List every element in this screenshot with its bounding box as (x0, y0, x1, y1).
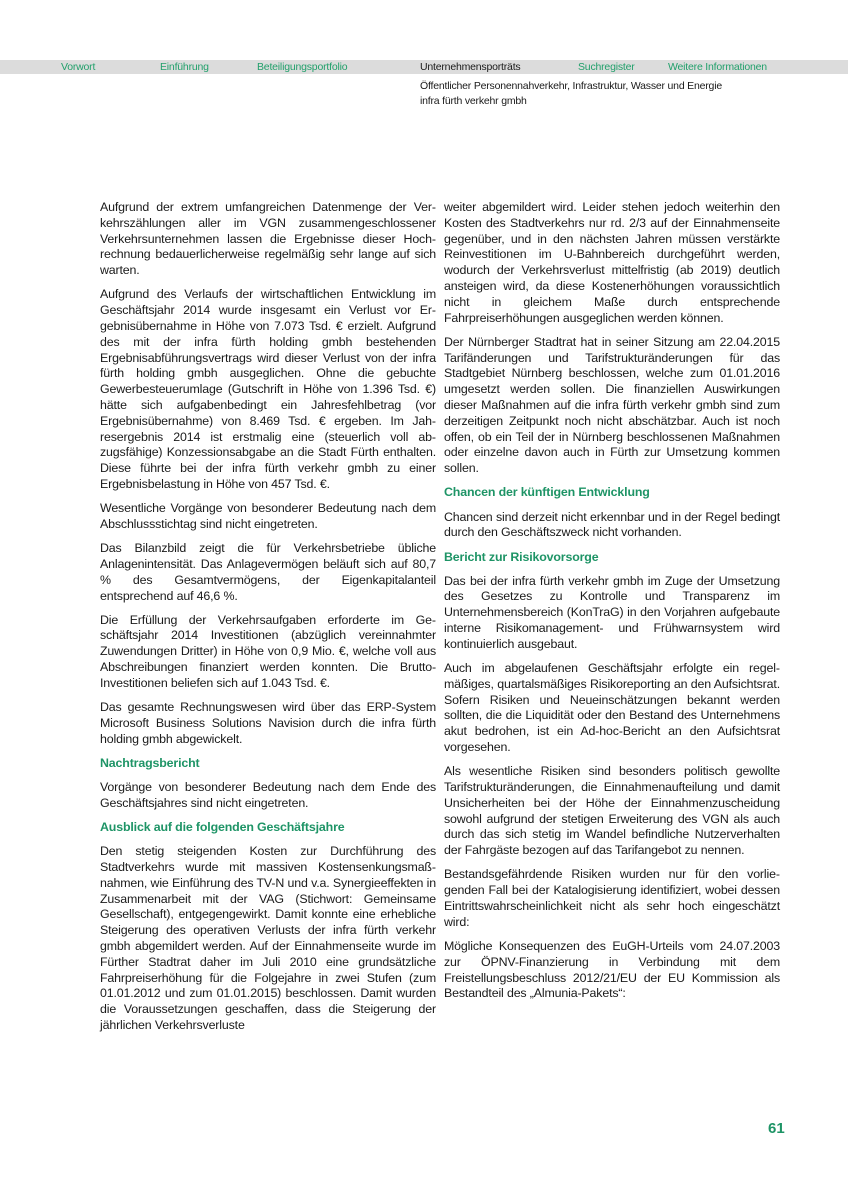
section-heading-risikovorsorge: Bericht zur Risikovorsorge (444, 549, 599, 564)
page-number: 61 (768, 1120, 785, 1137)
left-text-column (100, 200, 436, 1042)
nav-link-weitere-informationen[interactable]: Weitere Informationen (668, 61, 767, 73)
paragraph: Die Erfüllung der Verkehrsaufgaben erforderte im Geschäftsjahr 2014 Investitionen (abzüglich vereinnahmter Zuwendungen Dritter) in Höhe von 0,9 Mio. €, welche voll aus Abschreibungen finanziert werden konnten. Die Brutto-Investitionen beliefen sich auf 1.043 Tsd. €. (100, 612, 436, 690)
paragraph: Den stetig steigenden Kosten zur Durchführung des Stadtverkehrs wurde mit massiven Kostensenkungsmaßnahmen, wie Einführung des TV-N und v.a. Synergieeffekten in Zusammenarbeit mit der VAG (Stichwort: Gemeinsame Gesellschaft), entgegengewirkt. Damit konnte eine erhebliche Steigerung des operativen Verlusts der infra fürth verkehr gmbh abgemildert werden. Auf der Einnahmenseite wurde im Fürther Stadtrat daher im Juli 2010 eine grundsätzliche Fahrpreiserhöhung für die Folgejahre in zwei Stufen (zum 01.01.2012 und zum 01.01.2015) beschlossen. Damit wurden die Voraussetzungen geschaffen, dass die Steigerung der jährlichen Verkehrsverluste (100, 844, 436, 1032)
paragraph: Das bei der infra fürth verkehr gmbh im Zuge der Umsetzung des Gesetzes zu Kontrolle und Transparenz im Unternehmensbereich (KonTraG) in den Vorjahren aufgebaute interne Risikomanagement- und Frühwarnsystem wird kontinuierlich ausgebaut. (444, 573, 780, 651)
breadcrumb-sector: Öffentlicher Personennahverkehr, Infrastruktur, Wasser und Energie (420, 80, 722, 92)
paragraph: Mögliche Konsequenzen des EuGH-Urteils vom 24.07.2003 zur ÖPNV-Finanzierung in Verbindung mit dem Freistellungsbeschluss 2012/21/EU der EU Kommission als Bestandteil des „Almunia-Pakets“: (444, 938, 780, 1001)
nav-link-einfuehrung[interactable]: Einführung (160, 61, 209, 73)
paragraph: Der Nürnberger Stadtrat hat in seiner Sitzung am 22.04.2015 Tarifänderungen und Tarifstrukturänderungen für das Stadtgebiet Nürnberg beschlossen, welche zum 01.01.2016 umgesetzt werden sollen. Die finanziellen Auswirkungen dieser Maßnahmen auf die infra fürth verkehr gmbh sind zum derzeitigen Zeitpunkt noch nicht abschätzbar. Auch ist noch offen, ob ein Teil der in Nürnberg beschlossenen Maßnahmen oder einzelne davon auch in Fürth zur Umsetzung kommen sollen. (444, 334, 780, 476)
section-heading-nachtragsbericht: Nachtragsbericht (100, 755, 200, 770)
paragraph: weiter abgemildert wird. Leider stehen jedoch weiterhin den Kosten des Stadtverkehrs nur rd. 2/3 auf der Einnahmenseite gegenüber, und in den nächsten Jahren müssen verstärkte Reinvestitionen im U-Bahnbereich durchgeführt werden, wodurch der Verkehrsverlust mittelfristig (ab 2019) deutlich ansteigen wird, da diese Kostenerhöhungen voraussichtlich nicht in gleichem Maße durch entsprechende Fahrpreiserhöhungen ausgeglichen werden können. (444, 200, 780, 325)
section-heading-ausblick: Ausblick auf die folgenden Geschäftsjahre (100, 820, 345, 835)
nav-link-suchregister[interactable]: Suchregister (578, 61, 635, 73)
paragraph: Das gesamte Rechnungswesen wird über das ERP-System Microsoft Business Solutions Navision durch die infra fürth holding gmbh abgewickelt. (100, 700, 436, 746)
paragraph: Als wesentliche Risiken sind besonders politisch gewollte Tarifstrukturänderungen, die Einnahmenaufteilung und damit Unsicherheiten bei der Höhe der Einnahmenzuscheidung sowohl aufgrund der stetigen Erweiterung des VGN als auch durch das sich stetig im Wandel befindliche Nutzerverhalten der Fahrgäste bezogen auf das Tarifangebot zu nennen. (444, 764, 780, 858)
paragraph: Auch im abgelaufenen Geschäftsjahr erfolgte ein regelmäßiges, quartalsmäßiges Risikoreporting an den Aufsichtsrat. Sofern Risiken und Neueinschätzungen bekannt werden sollten, die die Liquidität oder den Bestand des Unternehmens akut bedrohen, ist ein Ad-hoc-Bericht an den Aufsichtsrat vorgesehen. (444, 661, 780, 755)
paragraph: Vorgänge von besonderer Bedeutung nach dem Ende des Geschäftsjahres sind nicht eingetreten. (100, 780, 436, 810)
paragraph: Bestandsgefährdende Risiken wurden nur für den vorliegenden Fall bei der Katalogisierung identifiziert, wobei dessen Eintrittswahrscheinlichkeit nicht als sehr hoch eingeschätzt wird: (444, 867, 780, 929)
paragraph: Chancen sind derzeit nicht erkennbar und in der Regel bedingt durch den Geschäftszweck nicht vorhanden. (444, 509, 780, 540)
nav-link-unternehmensportraets[interactable]: Unternehmensporträts (420, 61, 521, 73)
right-text-column (444, 200, 780, 1011)
top-navigation-bar (0, 60, 848, 74)
nav-link-vorwort[interactable]: Vorwort (61, 61, 96, 73)
section-heading-chancen: Chancen der künftigen Entwicklung (444, 485, 650, 500)
paragraph: Das Bilanzbild zeigt die für Verkehrsbetriebe übliche Anlagenintensität. Das Anlagevermögen beläuft sich auf 80,7 % des Gesamtvermögens, der Eigenkapitalanteil entsprechend auf 46,6 %. (100, 541, 436, 603)
paragraph: Aufgrund der extrem umfangreichen Datenmenge der Verkehrszählungen aller im VGN zusammengeschlossener Verkehrsunternehmen lassen die Ergebnisse dieser Hochrechnung bedauerlicherweise regelmäßig sehr lange auf sich warten. (100, 200, 436, 278)
paragraph: Wesentliche Vorgänge von besonderer Bedeutung nach dem Abschlussstichtag sind nicht eingetreten. (100, 501, 436, 531)
nav-link-beteiligungsportfolio[interactable]: Beteiligungsportfolio (257, 61, 348, 73)
breadcrumb-company: infra fürth verkehr gmbh (420, 95, 527, 107)
paragraph: Aufgrund des Verlaufs der wirtschaftlichen Entwicklung im Geschäftsjahr 2014 wurde insgesamt ein Verlust vor Ergebnisübernahme in Höhe von 7.073 Tsd. € erzielt. Aufgrund des mit der infra fürth holding gmbh bestehenden Ergebnisabführungsvertrags wird dieser Verlust von der infra fürth holding gmbh ausgeglichen. Ohne die gebuchte Gewerbesteuerumlage (Gutschrift in Höhe von 1.396 Tsd. €) hätte sich aufgabenbedingt ein Jahresfehlbetrag (vor Ergebnisübernahme) von 8.469 Tsd. € ergeben. Im Jahresergebnis 2014 ist erstmalig eine (steuerlich voll abzugsfähige) Konzessionsabgabe an die Stadt Fürth enthalten. Diese führte bei der infra fürth verkehr gmbh zu einer Ergebnisbelastung in Höhe von 457 Tsd. €. (100, 287, 436, 491)
